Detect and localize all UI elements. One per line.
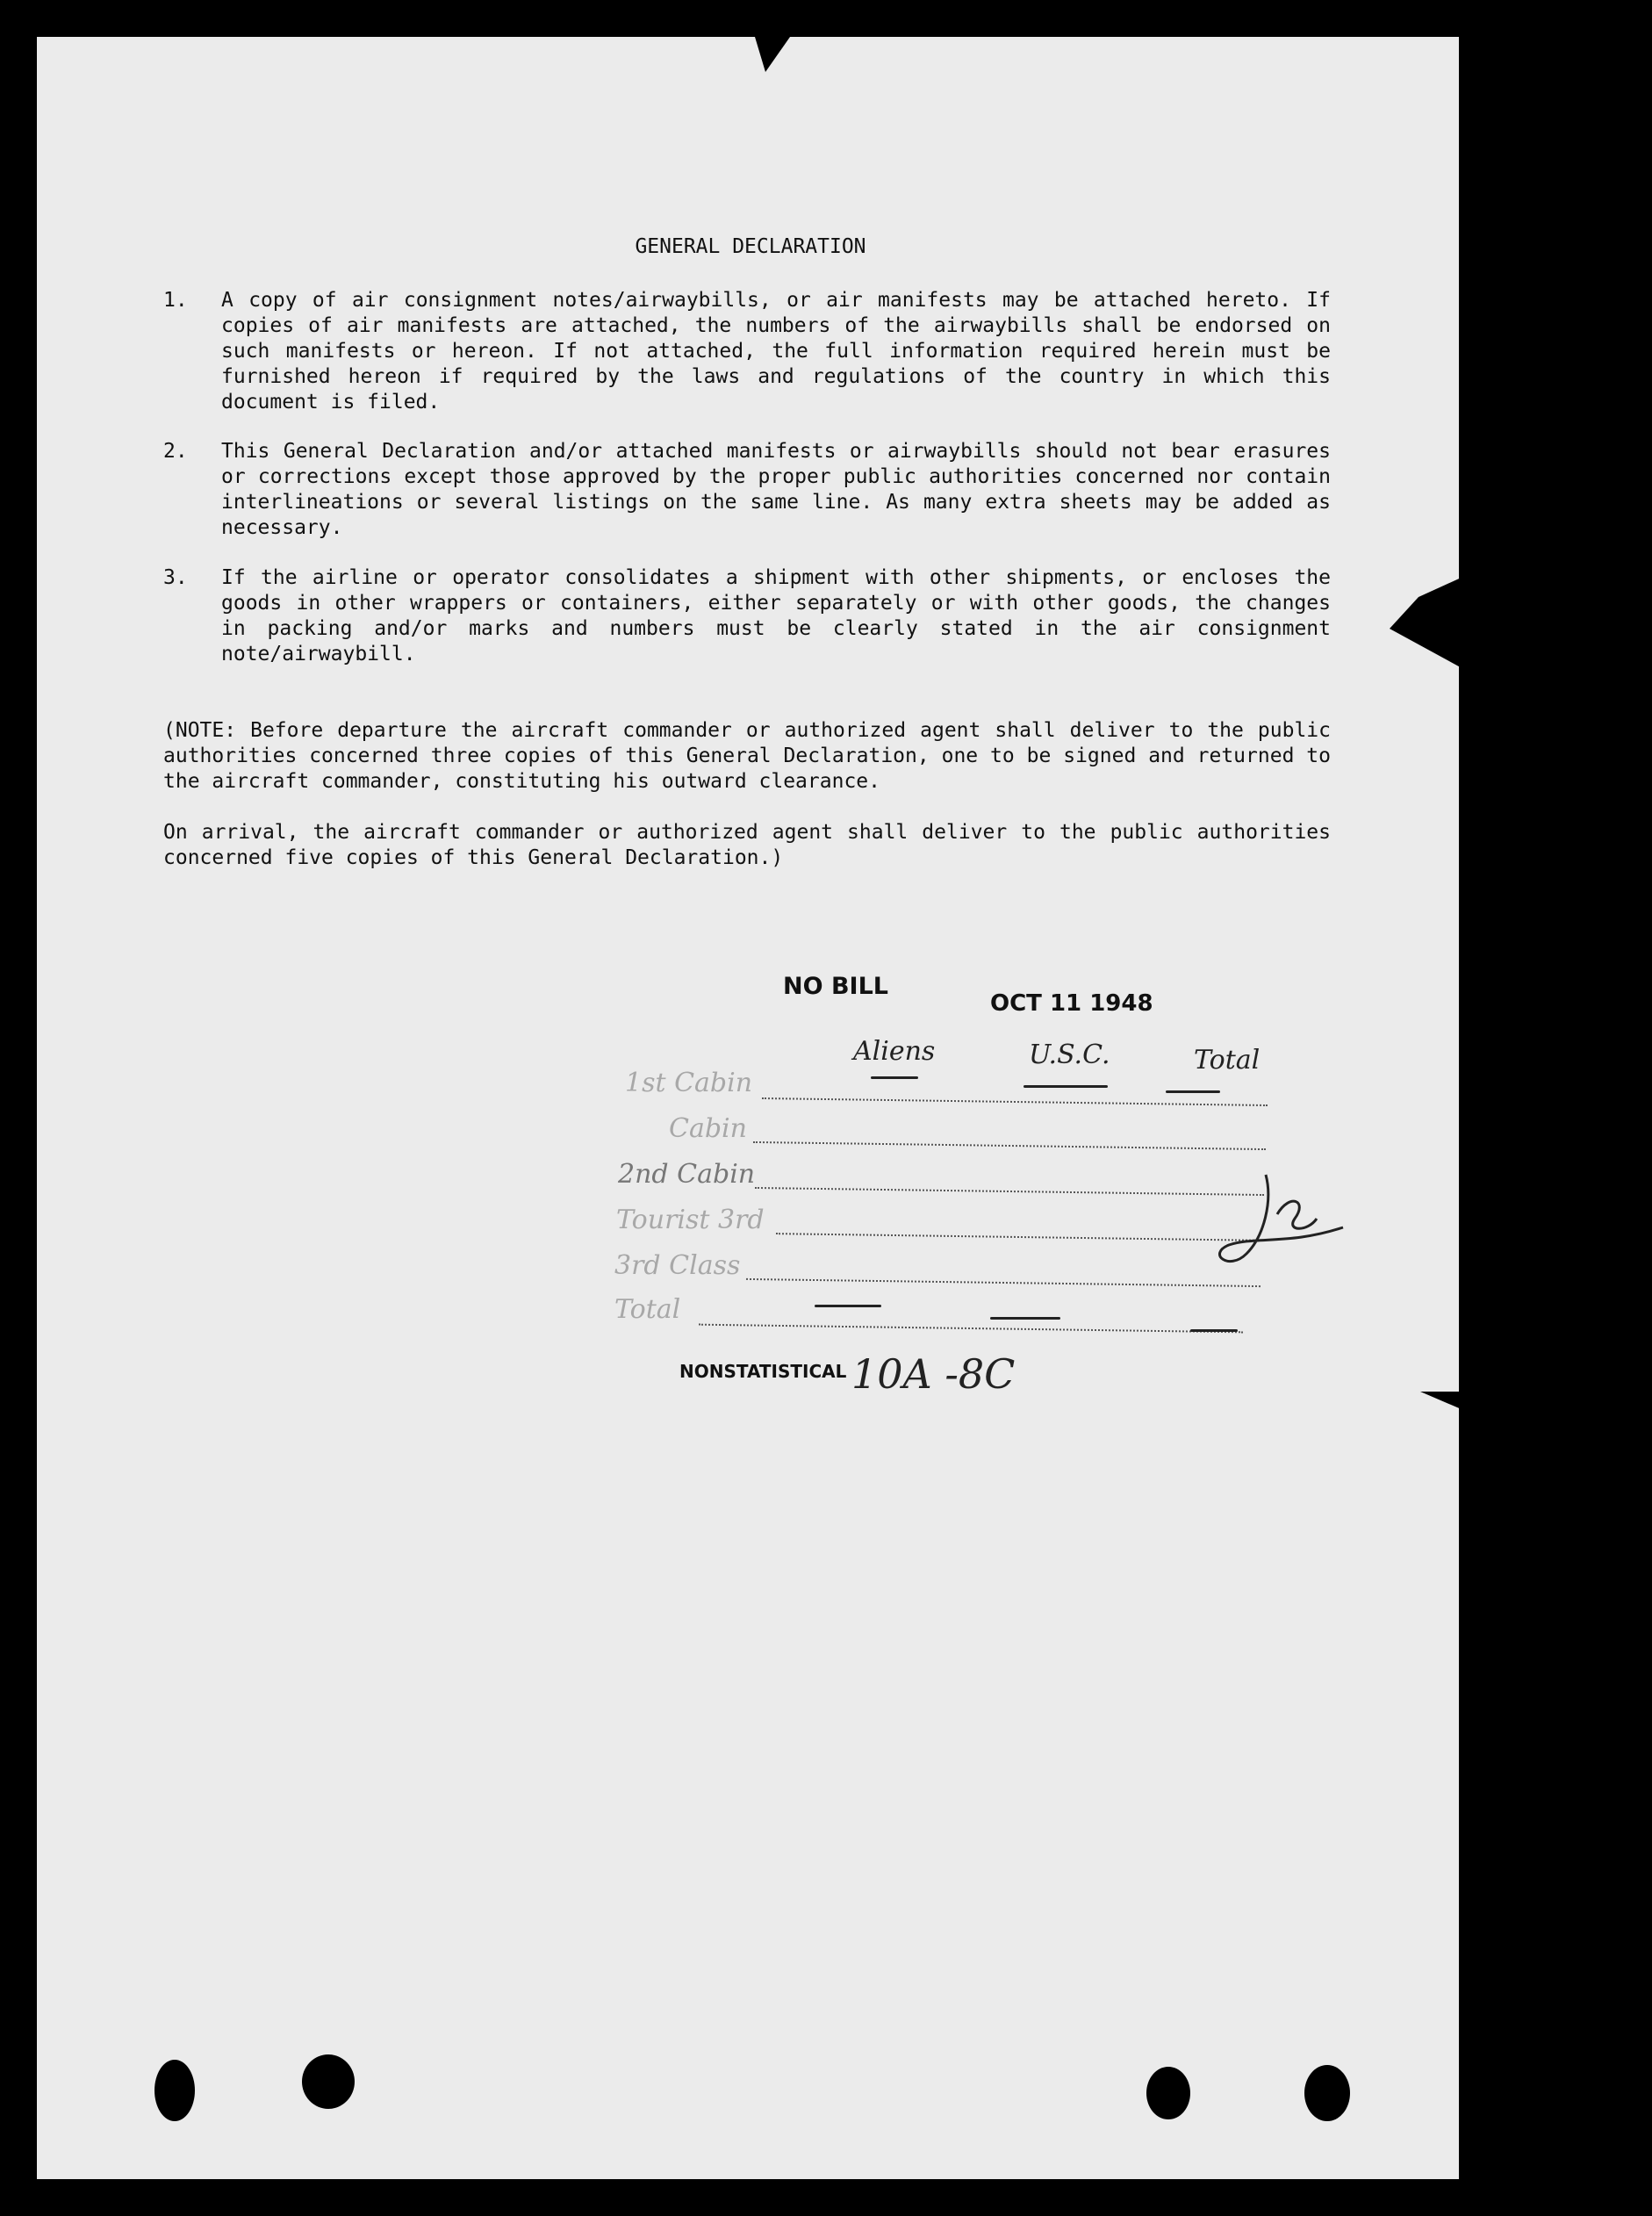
column-header-total: Total: [1194, 1045, 1261, 1076]
punch-hole: [1146, 2067, 1190, 2119]
total-dash: [815, 1305, 881, 1307]
list-item: [163, 439, 1331, 541]
underline-mark: [1166, 1090, 1220, 1093]
total-dash: [990, 1317, 1060, 1320]
item-number: 2.: [163, 440, 188, 463]
note-paragraph: On arrival, the aircraft commander or authorized agent shall deliver to the public authorities concerned five copies of this General Declaration.): [163, 821, 1331, 869]
list-item: [163, 565, 1331, 667]
row-label-cabin: Cabin: [669, 1113, 747, 1144]
handwritten-code: 10A -8C: [851, 1350, 1016, 1398]
underline-mark: [1024, 1085, 1108, 1088]
item-text: If the airline or operator consolidates a shipment with other shipments, or encloses the goods in other wrappers or containers, either separately or with other goods, the changes in packing and/or marks and numbers must be clearly stated in the air consignment note/airwaybill.: [221, 566, 1331, 666]
row-label-tourist-3rd: Tourist 3rd: [616, 1205, 765, 1235]
column-header-aliens: Aliens: [853, 1036, 936, 1067]
note-paragraph: (NOTE: Before departure the aircraft commander or authorized agent shall deliver to the public authorities concerned three copies of this General Declaration, one to be signed and returned to the aircraft commander, constituting his outward clearance.: [163, 719, 1331, 793]
item-number: 1.: [163, 289, 188, 312]
item-number: 3.: [163, 566, 188, 589]
row-label-1st-cabin: 1st Cabin: [625, 1068, 753, 1098]
initials-signature: [1211, 1166, 1352, 1280]
punch-hole: [302, 2054, 355, 2109]
nonstatistical-stamp: NONSTATISTICAL: [679, 1361, 847, 1382]
row-label-2nd-cabin: 2nd Cabin: [618, 1159, 756, 1190]
row-label-total: Total: [614, 1294, 681, 1325]
punch-hole: [1304, 2065, 1350, 2121]
no-bill-stamp: NO BILL: [783, 973, 888, 1000]
total-dash: [1190, 1329, 1238, 1332]
punch-hole: [154, 2060, 195, 2121]
document-title: GENERAL DECLARATION: [635, 235, 866, 258]
list-item: [163, 288, 1331, 415]
date-stamp: OCT 11 1948: [990, 990, 1153, 1017]
underline-mark: [871, 1076, 918, 1079]
row-label-3rd-class: 3rd Class: [614, 1250, 741, 1281]
item-text: This General Declaration and/or attached manifests or airwaybills should not bear erasures or corrections except those approved by the proper public authorities concerned nor contain interlineations or several listings on the same line. As many extra sheets may be added as necessary.: [221, 440, 1331, 539]
item-text: A copy of air consignment notes/airwaybills, or air manifests may be attached hereto. If copies of air manifests are attached, the numbers of the airwaybills shall be endorsed on such manifests or hereon. If not attached, the full information required herein must be furnished hereon if required by the laws and regulations of the country in which this document is filed.: [221, 289, 1331, 414]
column-header-usc: U.S.C.: [1029, 1040, 1110, 1070]
